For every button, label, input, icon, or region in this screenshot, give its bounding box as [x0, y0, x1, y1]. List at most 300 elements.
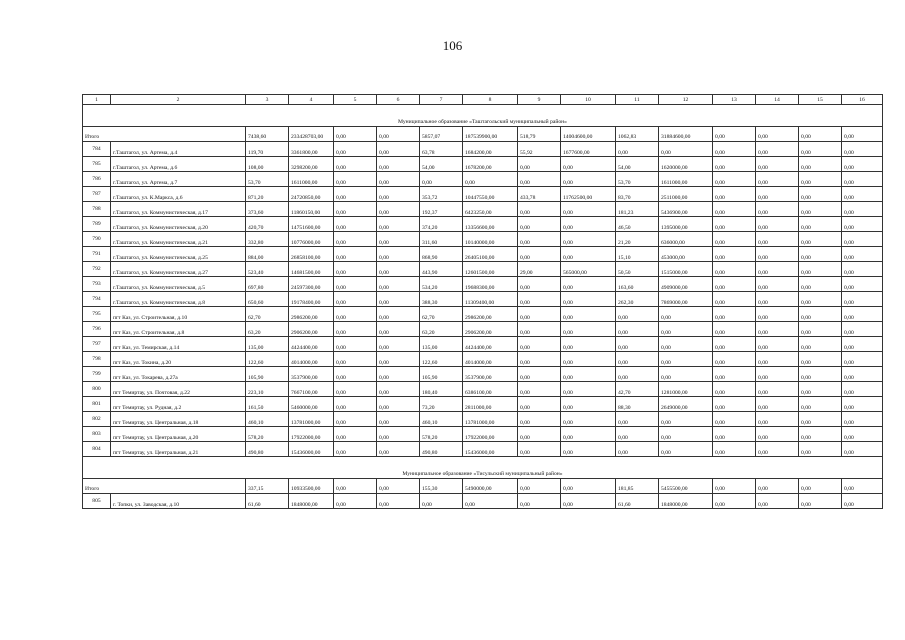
value-cell: 17922000,00: [289, 427, 334, 442]
value-cell: 21,20: [616, 232, 659, 247]
address-cell: г.Таштагол, ул. Коммунистическая, д.21: [111, 232, 246, 247]
column-number-header: 2: [111, 95, 246, 105]
value-cell: 0,00: [377, 292, 420, 307]
value-cell: 0,00: [842, 202, 883, 217]
address-cell: г.Таштагол, ул. Коммунистическая, д.5: [111, 277, 246, 292]
value-cell: 0,00: [756, 172, 799, 187]
total-cell: 181,85: [616, 479, 659, 494]
value-cell: 578,20: [420, 427, 463, 442]
page-number: 106: [442, 38, 463, 53]
value-cell: 0,00: [518, 352, 561, 367]
value-cell: 0,00: [377, 247, 420, 262]
value-cell: 4014000,00: [463, 352, 518, 367]
value-cell: 0,00: [799, 202, 842, 217]
value-cell: 0,00: [334, 277, 377, 292]
section-total-row: [83, 479, 883, 494]
table-row: [83, 307, 883, 322]
value-cell: 0,00: [616, 352, 659, 367]
value-cell: 0,00: [756, 292, 799, 307]
value-cell: 0,00: [799, 157, 842, 172]
value-cell: 0,00: [713, 247, 756, 262]
value-cell: 0,00: [616, 307, 659, 322]
value-cell: 0,00: [799, 142, 842, 157]
value-cell: 53,70: [246, 172, 289, 187]
value-cell: 433,78: [518, 187, 561, 202]
row-number: 803: [83, 427, 111, 442]
value-cell: 0,00: [713, 427, 756, 442]
address-cell: пгт Темиртау, ул. Центральная, д.20: [111, 427, 246, 442]
value-cell: 192,37: [420, 202, 463, 217]
total-cell: 0,00: [377, 479, 420, 494]
column-number-header: 5: [334, 95, 377, 105]
value-cell: 10447550,00: [463, 187, 518, 202]
value-cell: 0,00: [756, 352, 799, 367]
table-row: [83, 382, 883, 397]
value-cell: 135,00: [420, 337, 463, 352]
value-cell: 0,00: [334, 382, 377, 397]
value-cell: 0,00: [377, 367, 420, 382]
value-cell: 19688300,00: [463, 277, 518, 292]
value-cell: 0,00: [713, 187, 756, 202]
value-cell: 1848000,00: [289, 494, 334, 509]
value-cell: 0,00: [842, 397, 883, 412]
address-cell: г. Топки, ул. Заводская, д.10: [111, 494, 246, 509]
section-title: Муниципальное образование «Тисульский муниципальный район»: [83, 457, 883, 479]
value-cell: 0,00: [799, 277, 842, 292]
column-number-header: 8: [463, 95, 518, 105]
value-cell: 0,00: [756, 247, 799, 262]
value-cell: 0,00: [377, 217, 420, 232]
value-cell: 0,00: [518, 232, 561, 247]
value-cell: 163,60: [616, 277, 659, 292]
total-cell: 7438,60: [246, 127, 289, 142]
value-cell: 119,70: [246, 142, 289, 157]
value-cell: 11309400,00: [463, 292, 518, 307]
table-row: [83, 292, 883, 307]
value-cell: 3537900,00: [289, 367, 334, 382]
row-number: 791: [83, 247, 111, 262]
value-cell: 884,00: [246, 247, 289, 262]
value-cell: 26858100,00: [289, 247, 334, 262]
total-cell: 0,00: [799, 479, 842, 494]
table-row: [83, 412, 883, 427]
value-cell: 5436900,00: [659, 202, 713, 217]
total-cell: 0,00: [561, 479, 616, 494]
address-cell: пгт Каз, ул. Строительная, д.8: [111, 322, 246, 337]
value-cell: 0,00: [842, 307, 883, 322]
value-cell: 420,70: [246, 217, 289, 232]
value-cell: 0,00: [659, 307, 713, 322]
repair-program-table: [82, 94, 883, 509]
total-cell: 337,15: [246, 479, 289, 494]
value-cell: 0,00: [756, 307, 799, 322]
value-cell: 0,00: [561, 367, 616, 382]
value-cell: 0,00: [334, 427, 377, 442]
row-number: 804: [83, 442, 111, 457]
value-cell: 4424400,00: [289, 337, 334, 352]
value-cell: 4014000,00: [289, 352, 334, 367]
value-cell: 0,00: [420, 172, 463, 187]
value-cell: 0,00: [561, 217, 616, 232]
value-cell: 0,00: [561, 292, 616, 307]
value-cell: 0,00: [756, 382, 799, 397]
value-cell: 62,70: [420, 307, 463, 322]
value-cell: 0,00: [756, 322, 799, 337]
value-cell: 0,00: [463, 172, 518, 187]
row-number: 795: [83, 307, 111, 322]
value-cell: 0,00: [334, 232, 377, 247]
total-cell: 0,00: [334, 479, 377, 494]
value-cell: 0,00: [659, 367, 713, 382]
row-number: 805: [83, 494, 111, 509]
address-cell: г.Таштагол, ул. Коммунистическая, д.27: [111, 262, 246, 277]
value-cell: 12601500,00: [463, 262, 518, 277]
address-cell: пгт Темиртау, ул. Рудная, д.2: [111, 397, 246, 412]
row-number: 786: [83, 172, 111, 187]
value-cell: 0,00: [659, 337, 713, 352]
table-row: [83, 217, 883, 232]
address-cell: г.Таштагол, ул. Коммунистическая, д.20: [111, 217, 246, 232]
address-cell: г.Таштагол, ул. Коммунистическая, д.8: [111, 292, 246, 307]
section-title: Муниципальное образование «Таштагольский муниципальный район»: [83, 105, 883, 127]
table-row: [83, 187, 883, 202]
row-number: 801: [83, 397, 111, 412]
value-cell: 0,00: [756, 157, 799, 172]
value-cell: 871,20: [246, 187, 289, 202]
value-cell: 0,00: [842, 442, 883, 457]
value-cell: 0,00: [713, 202, 756, 217]
value-cell: 0,00: [518, 382, 561, 397]
value-cell: 2511000,00: [659, 187, 713, 202]
value-cell: 13356600,00: [463, 217, 518, 232]
row-number: 788: [83, 202, 111, 217]
value-cell: 0,00: [518, 292, 561, 307]
table-row: [83, 157, 883, 172]
value-cell: 161,50: [246, 397, 289, 412]
value-cell: 0,00: [756, 202, 799, 217]
value-cell: 1611000,00: [659, 172, 713, 187]
row-number: 800: [83, 382, 111, 397]
table-row: [83, 262, 883, 277]
value-cell: 0,00: [713, 307, 756, 322]
row-number: 798: [83, 352, 111, 367]
address-cell: г.Таштагол, ул. Артема, д.7: [111, 172, 246, 187]
value-cell: 0,00: [756, 442, 799, 457]
value-cell: 0,00: [799, 217, 842, 232]
address-cell: г.Таштагол, ул. Коммунистическая, д.17: [111, 202, 246, 217]
value-cell: 0,00: [659, 322, 713, 337]
value-cell: 0,00: [842, 262, 883, 277]
value-cell: 24720850,00: [289, 187, 334, 202]
value-cell: 0,00: [799, 292, 842, 307]
value-cell: 0,00: [334, 157, 377, 172]
value-cell: 0,00: [756, 427, 799, 442]
value-cell: 42,70: [616, 382, 659, 397]
address-cell: пгт Темиртау, ул. Почтовая, д.22: [111, 382, 246, 397]
value-cell: 0,00: [377, 307, 420, 322]
value-cell: 2906200,00: [463, 322, 518, 337]
total-cell: 0,00: [377, 127, 420, 142]
column-number-header: 14: [756, 95, 799, 105]
value-cell: 0,00: [334, 494, 377, 509]
value-cell: 0,00: [799, 367, 842, 382]
value-cell: 0,00: [377, 494, 420, 509]
total-cell: 187539900,00: [463, 127, 518, 142]
value-cell: 0,00: [334, 412, 377, 427]
value-cell: 135,00: [246, 337, 289, 352]
value-cell: 122,60: [246, 352, 289, 367]
value-cell: 24597300,00: [289, 277, 334, 292]
value-cell: 0,00: [713, 262, 756, 277]
value-cell: 0,00: [518, 412, 561, 427]
value-cell: 374,20: [420, 217, 463, 232]
section-title-row: [83, 457, 883, 479]
total-cell: 0,00: [518, 479, 561, 494]
total-cell: 0,00: [713, 127, 756, 142]
value-cell: 0,00: [561, 277, 616, 292]
value-cell: 0,00: [842, 142, 883, 157]
table-row: [83, 397, 883, 412]
value-cell: 0,00: [713, 292, 756, 307]
value-cell: 0,00: [799, 494, 842, 509]
value-cell: 636000,00: [659, 232, 713, 247]
value-cell: 1678200,00: [463, 157, 518, 172]
value-cell: 6386100,00: [463, 382, 518, 397]
value-cell: 2811000,00: [463, 397, 518, 412]
value-cell: 1281000,00: [659, 382, 713, 397]
value-cell: 1620000,00: [659, 157, 713, 172]
value-cell: 0,00: [842, 157, 883, 172]
value-cell: 29,00: [518, 262, 561, 277]
value-cell: 0,00: [518, 397, 561, 412]
value-cell: 1611000,00: [289, 172, 334, 187]
value-cell: 0,00: [842, 187, 883, 202]
value-cell: 0,00: [713, 217, 756, 232]
value-cell: 697,80: [246, 277, 289, 292]
value-cell: 62,70: [246, 307, 289, 322]
value-cell: 0,00: [561, 307, 616, 322]
row-number: 789: [83, 217, 111, 232]
column-number-row: [83, 95, 883, 105]
address-cell: пгт Темиртау, ул. Центральная, д.21: [111, 442, 246, 457]
address-cell: пгт Темиртау, ул. Центральная, д.18: [111, 412, 246, 427]
table-row: [83, 172, 883, 187]
value-cell: 0,00: [842, 322, 883, 337]
address-cell: г.Таштагол, ул. Коммунистическая, д.25: [111, 247, 246, 262]
value-cell: 0,00: [377, 322, 420, 337]
value-cell: 26405100,00: [463, 247, 518, 262]
value-cell: 460,10: [420, 412, 463, 427]
total-cell: 0,00: [756, 479, 799, 494]
value-cell: 0,00: [842, 494, 883, 509]
value-cell: 0,00: [334, 262, 377, 277]
value-cell: 868,90: [420, 247, 463, 262]
value-cell: 0,00: [713, 367, 756, 382]
value-cell: 63,20: [420, 322, 463, 337]
value-cell: 0,00: [561, 172, 616, 187]
value-cell: 0,00: [713, 412, 756, 427]
value-cell: 0,00: [561, 202, 616, 217]
row-number: 796: [83, 322, 111, 337]
column-number-header: 11: [616, 95, 659, 105]
value-cell: 0,00: [713, 172, 756, 187]
value-cell: 0,00: [756, 217, 799, 232]
value-cell: 0,00: [842, 337, 883, 352]
value-cell: 0,00: [659, 142, 713, 157]
value-cell: 0,00: [842, 277, 883, 292]
value-cell: 0,00: [377, 442, 420, 457]
value-cell: 0,00: [713, 397, 756, 412]
value-cell: 0,00: [561, 397, 616, 412]
value-cell: 0,00: [799, 427, 842, 442]
total-cell: 233428703,00: [289, 127, 334, 142]
value-cell: 0,00: [377, 262, 420, 277]
column-number-header: 4: [289, 95, 334, 105]
value-cell: 0,00: [561, 412, 616, 427]
value-cell: 0,00: [518, 217, 561, 232]
value-cell: 0,00: [463, 494, 518, 509]
value-cell: 0,00: [334, 367, 377, 382]
total-cell: 10933500,00: [289, 479, 334, 494]
address-cell: г.Таштагол, ул. Артема, д.4: [111, 142, 246, 157]
value-cell: 0,00: [616, 322, 659, 337]
value-cell: 0,00: [377, 352, 420, 367]
value-cell: 0,00: [377, 142, 420, 157]
value-cell: 7667100,00: [289, 382, 334, 397]
value-cell: 0,00: [842, 367, 883, 382]
value-cell: 523,40: [246, 262, 289, 277]
value-cell: 0,00: [377, 232, 420, 247]
value-cell: 0,00: [334, 397, 377, 412]
total-cell: 0,00: [842, 479, 883, 494]
value-cell: 0,00: [518, 202, 561, 217]
value-cell: 7869000,00: [659, 292, 713, 307]
value-cell: 0,00: [561, 427, 616, 442]
value-cell: 0,00: [756, 367, 799, 382]
column-number-header: 12: [659, 95, 713, 105]
value-cell: 180,40: [420, 382, 463, 397]
value-cell: 15,10: [616, 247, 659, 262]
value-cell: 0,00: [518, 247, 561, 262]
value-cell: 0,00: [377, 172, 420, 187]
column-number-header: 3: [246, 95, 289, 105]
value-cell: 0,00: [334, 352, 377, 367]
value-cell: 10140000,00: [463, 232, 518, 247]
value-cell: 0,00: [659, 412, 713, 427]
table-row: [83, 247, 883, 262]
value-cell: 2986200,00: [289, 307, 334, 322]
value-cell: 1515000,00: [659, 262, 713, 277]
value-cell: 0,00: [518, 494, 561, 509]
value-cell: 0,00: [561, 322, 616, 337]
value-cell: 0,00: [561, 494, 616, 509]
value-cell: 0,00: [334, 187, 377, 202]
table-row: [83, 427, 883, 442]
value-cell: 0,00: [756, 187, 799, 202]
total-cell: 5857,07: [420, 127, 463, 142]
value-cell: 0,00: [616, 442, 659, 457]
total-label: Итого: [83, 127, 246, 142]
value-cell: 0,00: [518, 367, 561, 382]
value-cell: 0,00: [616, 427, 659, 442]
value-cell: 88,30: [616, 397, 659, 412]
value-cell: 0,00: [842, 292, 883, 307]
value-cell: 0,00: [713, 157, 756, 172]
value-cell: 19178400,00: [289, 292, 334, 307]
value-cell: 181,23: [616, 202, 659, 217]
table-row: [83, 232, 883, 247]
value-cell: 50,50: [616, 262, 659, 277]
value-cell: 453000,00: [659, 247, 713, 262]
value-cell: 105,90: [420, 367, 463, 382]
value-cell: 0,00: [713, 232, 756, 247]
table-row: [83, 322, 883, 337]
value-cell: 0,00: [659, 352, 713, 367]
value-cell: 0,00: [334, 442, 377, 457]
value-cell: 0,00: [518, 157, 561, 172]
value-cell: 0,00: [334, 247, 377, 262]
value-cell: 0,00: [334, 322, 377, 337]
table-row: [83, 352, 883, 367]
value-cell: 0,00: [377, 382, 420, 397]
table-row: [83, 442, 883, 457]
value-cell: 53,70: [616, 172, 659, 187]
value-cell: 5460000,00: [289, 397, 334, 412]
value-cell: 0,00: [561, 352, 616, 367]
value-cell: 353,72: [420, 187, 463, 202]
value-cell: 460,10: [246, 412, 289, 427]
value-cell: 63,78: [420, 142, 463, 157]
value-cell: 0,00: [799, 322, 842, 337]
value-cell: 0,00: [713, 337, 756, 352]
total-cell: 0,00: [799, 127, 842, 142]
value-cell: 61,60: [616, 494, 659, 509]
table-row: [83, 142, 883, 157]
value-cell: 0,00: [713, 442, 756, 457]
value-cell: 0,00: [616, 367, 659, 382]
value-cell: 0,00: [799, 442, 842, 457]
column-number-header: 7: [420, 95, 463, 105]
value-cell: 0,00: [561, 247, 616, 262]
value-cell: 0,00: [561, 442, 616, 457]
value-cell: 14751600,00: [289, 217, 334, 232]
value-cell: 0,00: [713, 494, 756, 509]
value-cell: 0,00: [842, 412, 883, 427]
value-cell: 0,00: [842, 352, 883, 367]
column-number-header: 10: [561, 95, 616, 105]
value-cell: 0,00: [799, 337, 842, 352]
column-number-header: 9: [518, 95, 561, 105]
value-cell: 0,00: [518, 442, 561, 457]
value-cell: 46,50: [616, 217, 659, 232]
value-cell: 0,00: [334, 217, 377, 232]
value-cell: 0,00: [756, 397, 799, 412]
value-cell: 0,00: [842, 427, 883, 442]
total-cell: 518,79: [518, 127, 561, 142]
value-cell: 0,00: [659, 442, 713, 457]
value-cell: 262,30: [616, 292, 659, 307]
value-cell: 0,00: [659, 427, 713, 442]
value-cell: 0,00: [713, 382, 756, 397]
value-cell: 0,00: [756, 262, 799, 277]
address-cell: г.Таштагол, ул. Артема, д.6: [111, 157, 246, 172]
total-cell: 31884600,00: [659, 127, 713, 142]
value-cell: 1395000,00: [659, 217, 713, 232]
table-row: [83, 202, 883, 217]
value-cell: 0,00: [518, 427, 561, 442]
row-number: 799: [83, 367, 111, 382]
value-cell: 0,00: [713, 352, 756, 367]
